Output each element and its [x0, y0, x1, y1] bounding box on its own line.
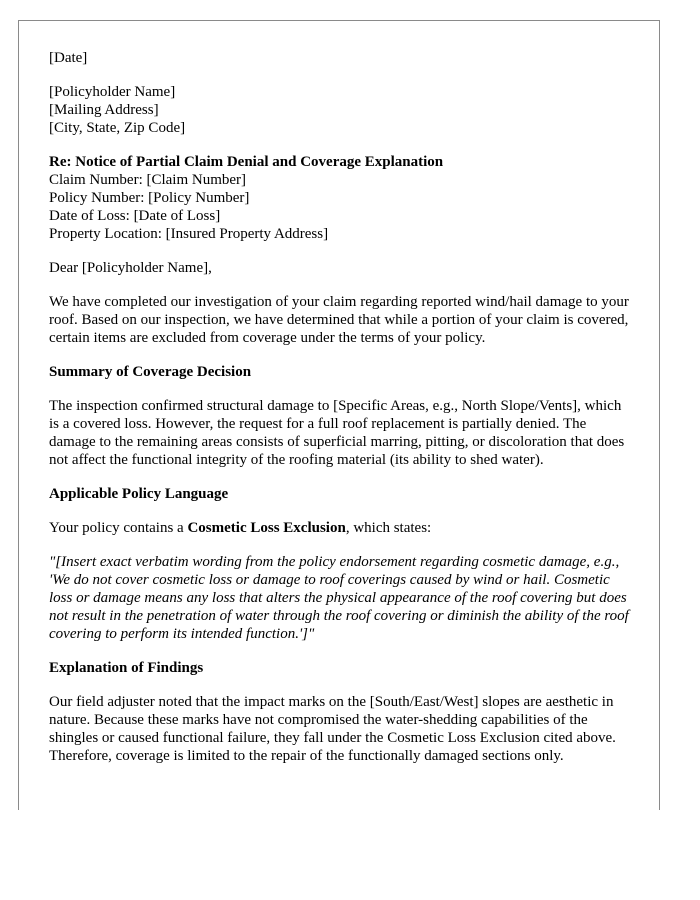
- recipient-address: [49, 83, 635, 137]
- re-subject: Re: Notice of Partial Claim Denial and Coverage Explanation: [49, 154, 444, 170]
- findings-paragraph: Our field adjuster noted that the impact marks on the [South/East/West] slopes are aesthetic in nature. Because these marks have not compromised the water-shedding capabilities of the shingles or caused functional failure, they fall under the Cosmetic Loss Exclusion cited above. Therefore, coverage is limited to the repair of the functionally damaged sections only.: [49, 694, 616, 764]
- findings-heading: Explanation of Findings: [49, 660, 204, 676]
- reference-block: [49, 153, 635, 243]
- intro-paragraph: We have completed our investigation of your claim regarding reported wind/hail damage to your roof. Based on our inspection, we have determined that while a portion of your claim is covered, certain items are excluded from coverage under the terms of your policy.: [49, 294, 629, 346]
- policy-language-tail: , which states:: [345, 520, 432, 536]
- policy-quote: "[Insert exact verbatim wording from the policy endorsement regarding cosmetic damage, e.g., 'We do not cover cosmetic loss or damage to roof coverings caused by wind or hail. Cosmetic loss or damage means any loss that alters the physical appearance of the roof covering but does not result in the penetration of water through the roof covering or diminish the ability of the roof covering to perform its intended function.']": [49, 554, 629, 642]
- policy-language-heading: Applicable Policy Language: [49, 486, 229, 502]
- summary-paragraph: The inspection confirmed structural damage to [Specific Areas, e.g., North Slope/Vents], which is a covered loss. However, the request for a full roof replacement is partially denied. The damage to the remaining areas consists of superficial marring, pitting, or discoloration that does not affect the functional integrity of the roofing material (its ability to shed water).: [49, 398, 625, 468]
- policy-language-lead: Your policy contains a: [49, 520, 188, 536]
- policy-number: Policy Number: [Policy Number]: [49, 190, 250, 206]
- summary-heading: Summary of Coverage Decision: [49, 364, 252, 380]
- recipient-name: [Policyholder Name]: [49, 84, 176, 100]
- date: [Date]: [49, 50, 88, 66]
- claim-number: Claim Number: [Claim Number]: [49, 172, 247, 188]
- date-line: [49, 49, 635, 67]
- letter-page: [18, 20, 660, 810]
- exclusion-name: Cosmetic Loss Exclusion: [187, 520, 346, 536]
- letter-body: [49, 49, 635, 765]
- policy-language-intro: [49, 519, 635, 537]
- date-of-loss: Date of Loss: [Date of Loss]: [49, 208, 221, 224]
- salutation: Dear [Policyholder Name],: [49, 260, 212, 276]
- property-location: Property Location: [Insured Property Address]: [49, 226, 329, 242]
- recipient-city-state-zip: [City, State, Zip Code]: [49, 120, 186, 136]
- recipient-address-line: [Mailing Address]: [49, 102, 159, 118]
